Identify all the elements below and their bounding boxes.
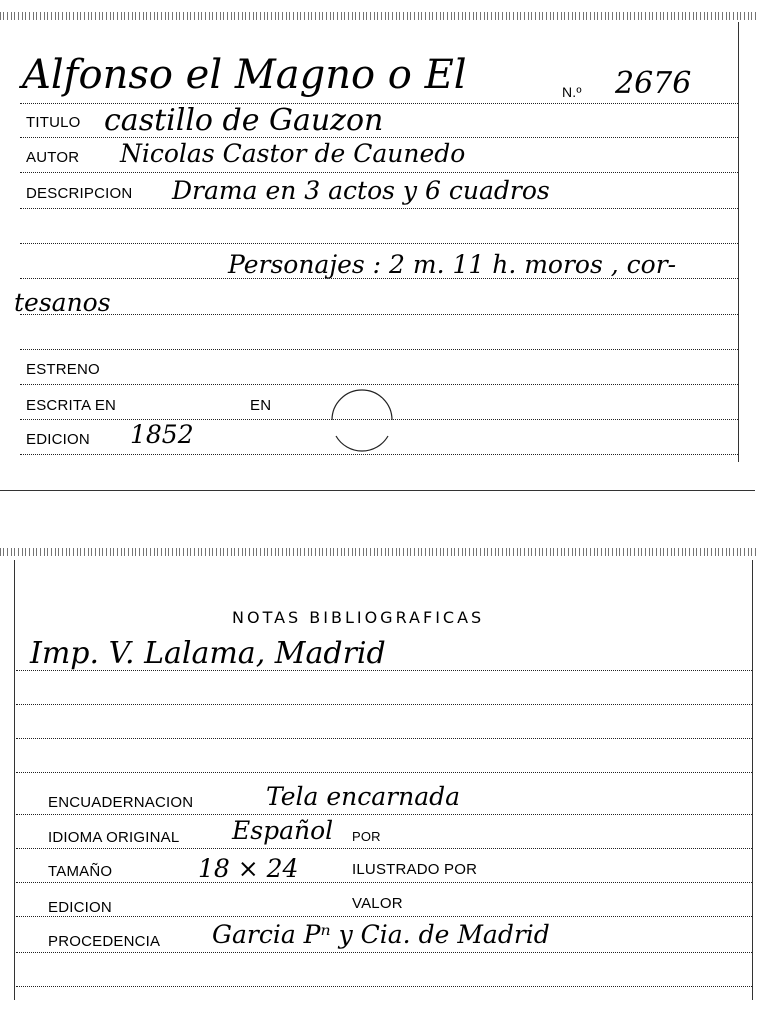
descripcion-label: DESCRIPCION: [26, 185, 133, 202]
procedencia-value: Garcia Pⁿ y Cia. de Madrid: [212, 920, 550, 949]
rule-line: [16, 986, 752, 987]
rule-line: [20, 278, 738, 279]
rule-line: [20, 314, 738, 315]
card-right-border: [752, 560, 753, 1000]
en-label: EN: [250, 397, 272, 414]
number-value: 2676: [615, 66, 692, 101]
encuadernacion-value: Tela encarnada: [266, 782, 461, 811]
edicion-label-2: EDICION: [48, 899, 112, 916]
descripcion-value: Drama en 3 actos y 6 cuadros: [172, 176, 550, 205]
handwritten-title: Alfonso el Magno o El: [22, 52, 467, 98]
edicion-value: 1852: [130, 420, 194, 449]
notes-value: Imp. V. Lalama, Madrid: [30, 636, 386, 671]
card-top-edge: [0, 548, 759, 556]
rule-line: [16, 772, 752, 773]
rule-line: [16, 848, 752, 849]
rule-line: [20, 172, 738, 173]
tamano-value: 18 × 24: [198, 854, 299, 883]
por-label: POR: [352, 829, 381, 844]
rule-line: [16, 916, 752, 917]
valor-label: VALOR: [352, 895, 403, 912]
encuadernacion-label: ENCUADERNACION: [48, 794, 194, 811]
catalog-card-bottom: [0, 540, 759, 1028]
estreno-label: ESTRENO: [26, 361, 100, 378]
idioma-label: IDIOMA ORIGINAL: [48, 829, 180, 846]
autor-value: Nicolas Castor de Caunedo: [120, 139, 466, 168]
tamano-label: TAMAÑO: [48, 863, 113, 880]
idioma-value: Español: [232, 816, 334, 845]
personajes-line-1: Personajes : 2 m. 11 h. moros , cor-: [228, 250, 677, 279]
titulo-label: TITULO: [26, 114, 81, 131]
rule-line: [20, 208, 738, 209]
autor-label: AUTOR: [26, 149, 80, 166]
rule-line: [16, 952, 752, 953]
rule-line: [16, 704, 752, 705]
rule-line: [16, 738, 752, 739]
ilustrado-label: ILUSTRADO POR: [352, 861, 478, 878]
card-right-border: [738, 22, 739, 462]
rule-line: [16, 670, 752, 671]
edicion-label: EDICION: [26, 431, 90, 448]
card-left-border: [14, 560, 15, 1000]
rule-line: [16, 882, 752, 883]
number-label: N.º: [562, 84, 582, 100]
rule-line: [16, 814, 752, 815]
titulo-value: castillo de Gauzon: [104, 103, 384, 138]
rule-line: [20, 137, 738, 138]
escrita-label: ESCRITA EN: [26, 397, 117, 414]
card-top-edge: [0, 12, 759, 20]
punch-hole-icon: [326, 384, 398, 456]
personajes-line-2: tesanos: [14, 288, 111, 317]
rule-line: [20, 349, 738, 350]
catalog-card-top: [0, 0, 759, 500]
procedencia-label: PROCEDENCIA: [48, 933, 161, 950]
card-bottom-edge: [0, 490, 755, 491]
rule-line: [20, 243, 738, 244]
notes-heading: NOTAS BIBLIOGRAFICAS: [232, 608, 485, 627]
